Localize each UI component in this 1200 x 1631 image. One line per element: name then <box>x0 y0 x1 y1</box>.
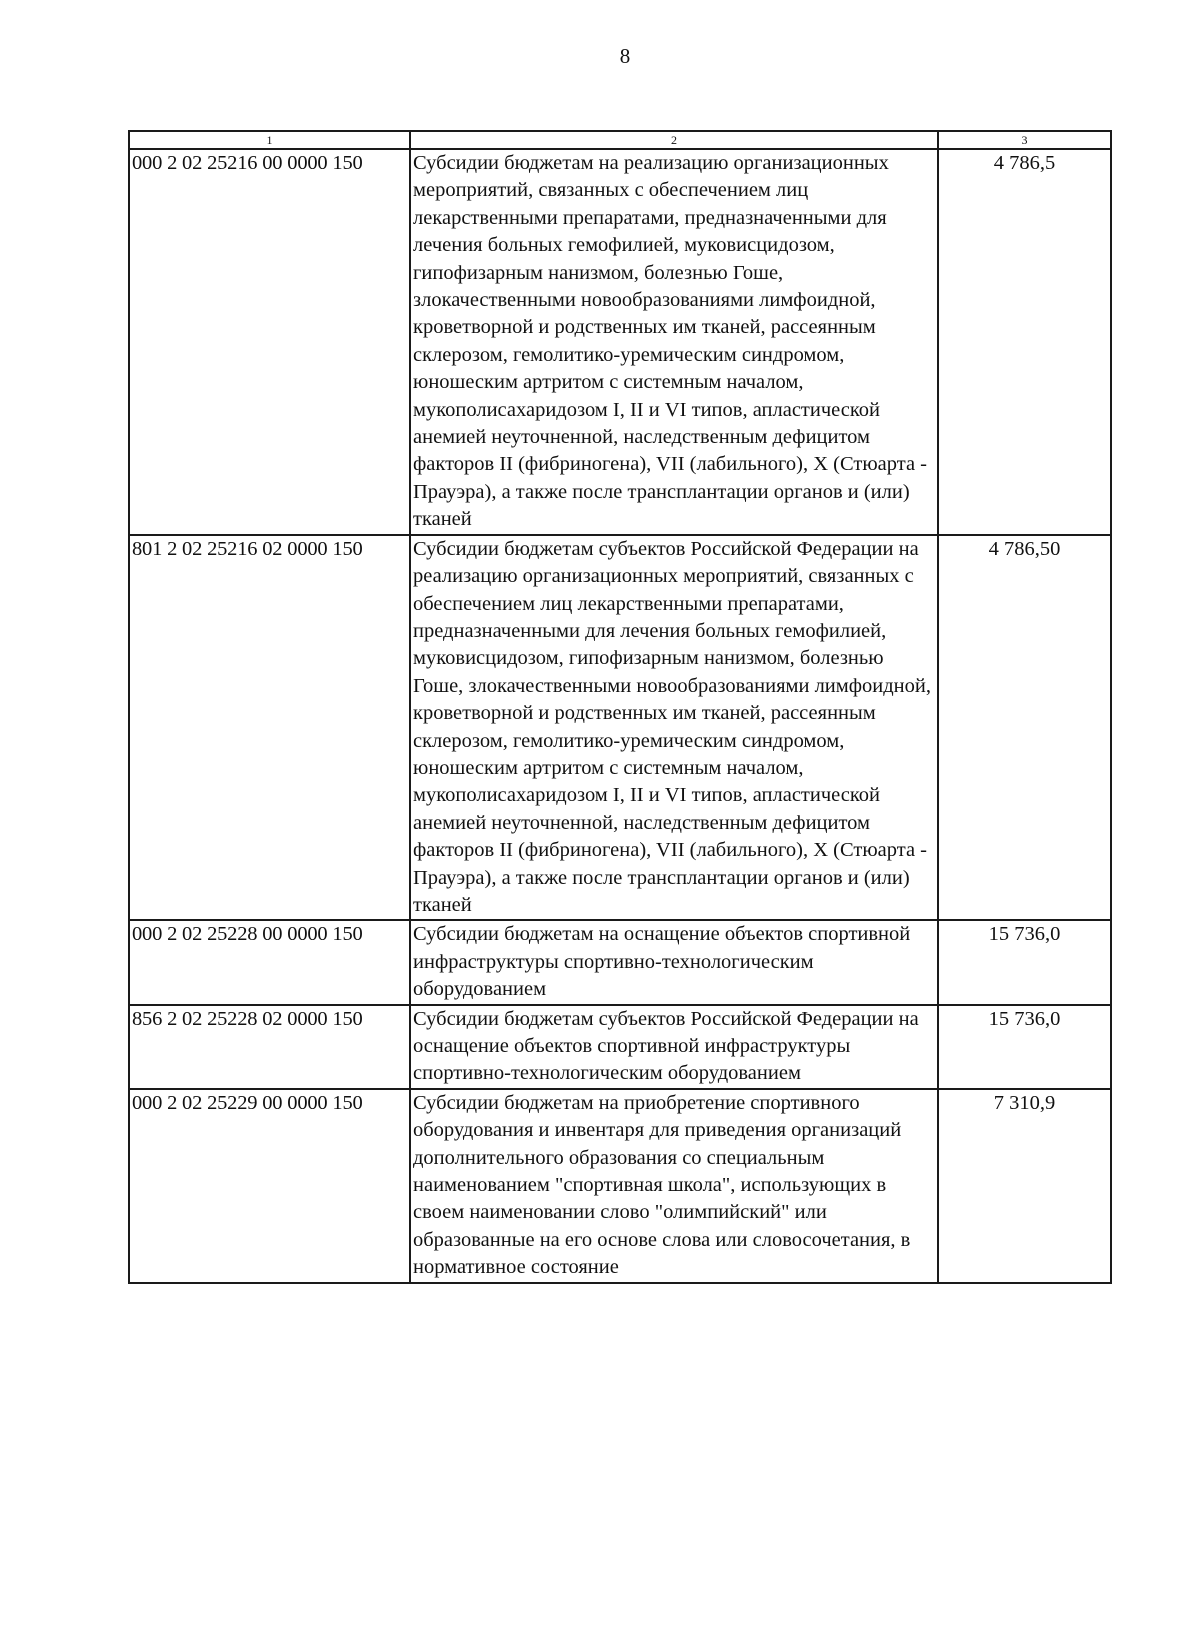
amount-cell: 4 786,5 <box>938 149 1111 535</box>
description-cell: Субсидии бюджетам субъектов Российской Федерации на оснащение объектов спортивной инфраструктуры спортивно-технологическим оборудованием <box>410 1005 938 1089</box>
budget-code-cell: 000 2 02 25228 00 0000 150 <box>129 920 410 1004</box>
amount-cell: 15 736,0 <box>938 1005 1111 1089</box>
column-header-amount: 3 <box>938 131 1111 149</box>
table-row <box>129 1089 1111 1283</box>
description-cell: Субсидии бюджетам на оснащение объектов спортивной инфраструктуры спортивно-технологическим оборудованием <box>410 920 938 1004</box>
table-row <box>129 1005 1111 1089</box>
amount-cell: 15 736,0 <box>938 920 1111 1004</box>
budget-code-cell: 801 2 02 25216 02 0000 150 <box>129 535 410 921</box>
budget-code-cell: 000 2 02 25216 00 0000 150 <box>129 149 410 535</box>
budget-revenue-table <box>128 130 1112 1284</box>
table-header-row <box>129 131 1111 149</box>
table-row <box>129 149 1111 535</box>
page-number: 8 <box>619 44 631 68</box>
description-cell: Субсидии бюджетам на реализацию организационных мероприятий, связанных с обеспечением лиц лекарственными препаратами, предназначенными для лечения больных гемофилией, муковисцидозом, гипофизарным нанизмом, болезнью Гоше, злокачественными новообразованиями лимфоидной, кроветворной и родственных им тканей, рассеянным склерозом, гемолитико-уремическим синдромом, юношеским артритом с системным началом, мукополисахаридозом I, II и VI типов, апластической анемией неуточненной, наследственным дефицитом факторов II (фибриногена), VII (лабильного), X (Стюарта - Прауэра), а также после трансплантации органов и (или) тканей <box>410 149 938 535</box>
amount-cell: 7 310,9 <box>938 1089 1111 1283</box>
budget-code-cell: 856 2 02 25228 02 0000 150 <box>129 1005 410 1089</box>
budget-code-cell: 000 2 02 25229 00 0000 150 <box>129 1089 410 1283</box>
description-cell: Субсидии бюджетам на приобретение спортивного оборудования и инвентаря для приведения организаций дополнительного образования со специальным наименованием "спортивная школа", использующих в своем наименовании слово "олимпийский" или образованные на его основе слова или словосочетания, в нормативное состояние <box>410 1089 938 1283</box>
column-header-code: 1 <box>129 131 410 149</box>
column-header-description: 2 <box>410 131 938 149</box>
description-cell: Субсидии бюджетам субъектов Российской Федерации на реализацию организационных мероприятий, связанных с обеспечением лиц лекарственными препаратами, предназначенными для лечения больных гемофилией, муковисцидозом, гипофизарным нанизмом, болезнью Гоше, злокачественными новообразованиями лимфоидной, кроветворной и родственных им тканей, рассеянным склерозом, гемолитико-уремическим синдромом, юношеским артритом с системным началом, мукополисахаридозом I, II и VI типов, апластической анемией неуточненной, наследственным дефицитом факторов II (фибриногена), VII (лабильного), X (Стюарта - Прауэра), а также после трансплантации органов и (или) тканей <box>410 535 938 921</box>
table-row <box>129 535 1111 921</box>
amount-cell: 4 786,50 <box>938 535 1111 921</box>
table-row <box>129 920 1111 1004</box>
